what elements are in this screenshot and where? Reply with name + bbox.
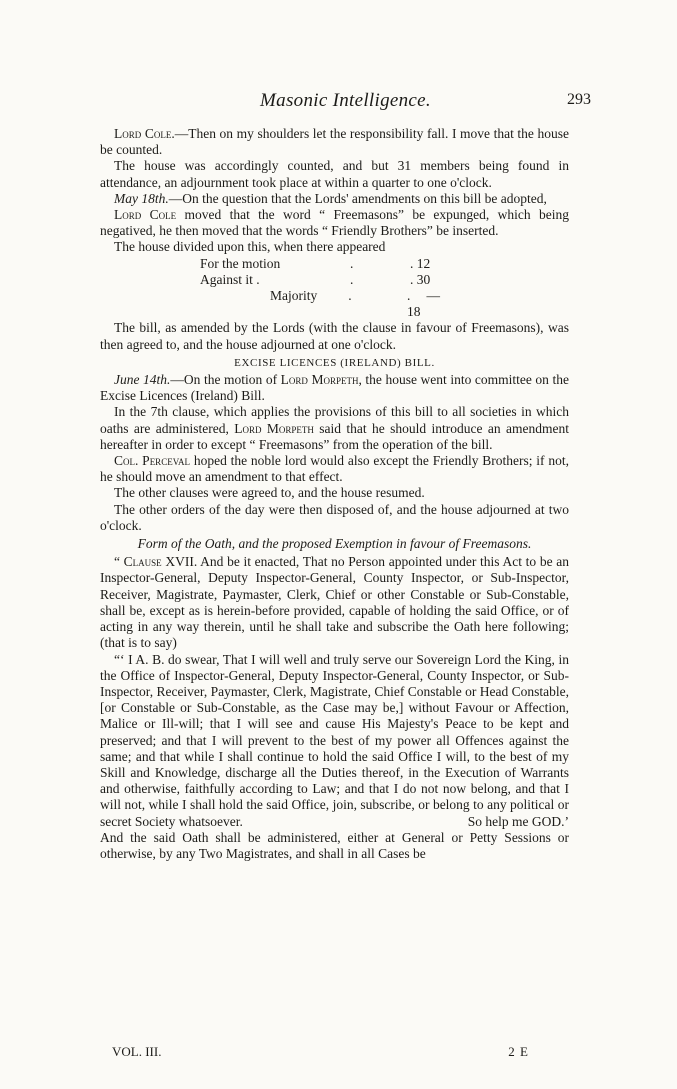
division-row [200,288,440,320]
division-table [200,256,440,321]
paragraph-text: And be it enacted, That no Person appointed under this Act to be an Inspector-General, Deputy Inspector-General, County Inspector, or Sub-Inspector, Receiver, Magistrate, Paymaster, Clerk, Chief or other Constable or Sub-Constable, shall be, except as is herein-before provided, capable of holding the said Office, or of acting in any way therein, until he shall take and subscribe the Oath here following; (that is to say) [100,554,569,651]
paragraph [100,554,569,651]
paragraph [100,404,569,453]
paragraph: And the said Oath shall be administered, either at General or Petty Sessions or otherwise, by any Two Magistrates, and shall in all Cases be [100,829,569,861]
paragraph: The bill, as amended by the Lords (with the clause in favour of Freemasons), was then agreed to, and the house adjourned at one o'clock. [100,320,569,352]
division-row [200,272,440,288]
speaker-name: Lord Cole [114,207,177,223]
division-value: . 12 [410,255,431,271]
division-row [200,256,440,272]
speaker-name: Lord Cole. [114,126,175,141]
form-title: Form of the Oath, and the proposed Exemption in favour of Freemasons. [137,536,532,552]
paragraph [100,372,569,404]
paragraph-text: —On the question that the Lords' amendments on this bill be adopted, [168,190,547,206]
volume-label: VOL. III. [112,1044,162,1059]
speaker-name: Lord Morpeth [234,420,314,436]
paragraph [100,207,569,239]
paragraph-text: —On the motion of [170,372,281,388]
oath-closing: So help me GOD.’ [467,813,569,829]
speaker-name: Lord Morpeth [280,372,359,388]
oath-paragraph [100,652,569,830]
page-footer [112,1044,529,1060]
paragraph: The other orders of the day were then disposed of, and the house adjourned at two o'clock. [100,501,569,533]
paragraph: The house divided upon this, when there appeared [114,239,386,255]
paragraph: The other clauses were agreed to, and the house resumed. [114,485,425,501]
paragraph [100,126,569,158]
clause-lead: “ Clause XVII. [114,554,198,570]
paragraph-text: moved that the word “ Freemasons” be expunged, which being negatived, he then moved that the words “ Friendly Brothers” be inserted. [100,207,569,239]
division-label: For the motion [200,255,281,271]
division-dots: . [350,255,354,271]
paragraph-text: In the 7th clause, which applies the provisions of this bill to all societies in which oaths are administered, [100,404,569,436]
division-value: . —18 [406,288,440,320]
page-header [100,90,591,114]
paragraph-text: said that he should introduce an amendment hereafter in order to except “ Freemasons” from the operation of the bill. [100,420,569,452]
division-label: Against it . [200,271,260,287]
body-text [100,126,569,862]
paragraph-text: hoped the noble lord would also except the Friendly Brothers; if not, he should move an amendment to that effect. [100,453,569,485]
paragraph [100,453,569,485]
paragraph: The house was accordingly counted, and but 31 members being found in attendance, an adjournment took place at within a quarter to one o'clock. [100,158,569,190]
speaker-name: Col. Perceval [114,453,191,469]
date-lead: May 18th. [114,190,169,206]
oath-text: “‘ I A. B. do swear, That I will well and truly serve our Sovereign Lord the King, in the Office of Inspector-General, Deputy Inspector-General, County Inspector, or Sub-Inspector, Receiver, Paymaster, Clerk, Magistrate, Chief Constable or Head Constable, [or Constable or Sub-Constable, as the Case may be,] without Favour or Affection, Malice or Ill-will; that I will see and cause His Majesty's Peace to be kept and preserved; and that I will prevent to the best of my power all Offences against the same; and that while I shall continue to hold the said Office I will, to the best of my Skill and Knowledge, discharge all the Duties thereof, in the Execution of Warrants and otherwise, faithfully according to Law; and that I do not now belong, and that I will not, while I shall hold the said Office, join, subscribe, or belong to any political or secret Society whatsoever. [100,651,569,829]
division-dots: . [350,271,354,287]
division-dots: . [348,288,352,304]
signature-mark: 2 E [508,1044,529,1059]
section-heading: EXCISE LICENCES (IRELAND) BILL. [234,356,435,369]
paragraph-text: —Then on my shoulders let the responsibility fall. I move that the house be counted. [100,126,570,158]
date-lead: June 14th. [114,372,171,388]
page-number: 293 [567,91,591,108]
running-title: Masonic Intelligence. [260,90,431,111]
division-value: . 30 [410,271,431,287]
paragraph-text: , the house went into committee on the Excise Licences (Ireland) Bill. [100,372,569,404]
division-label: Majority [270,288,318,304]
paragraph [100,191,569,207]
